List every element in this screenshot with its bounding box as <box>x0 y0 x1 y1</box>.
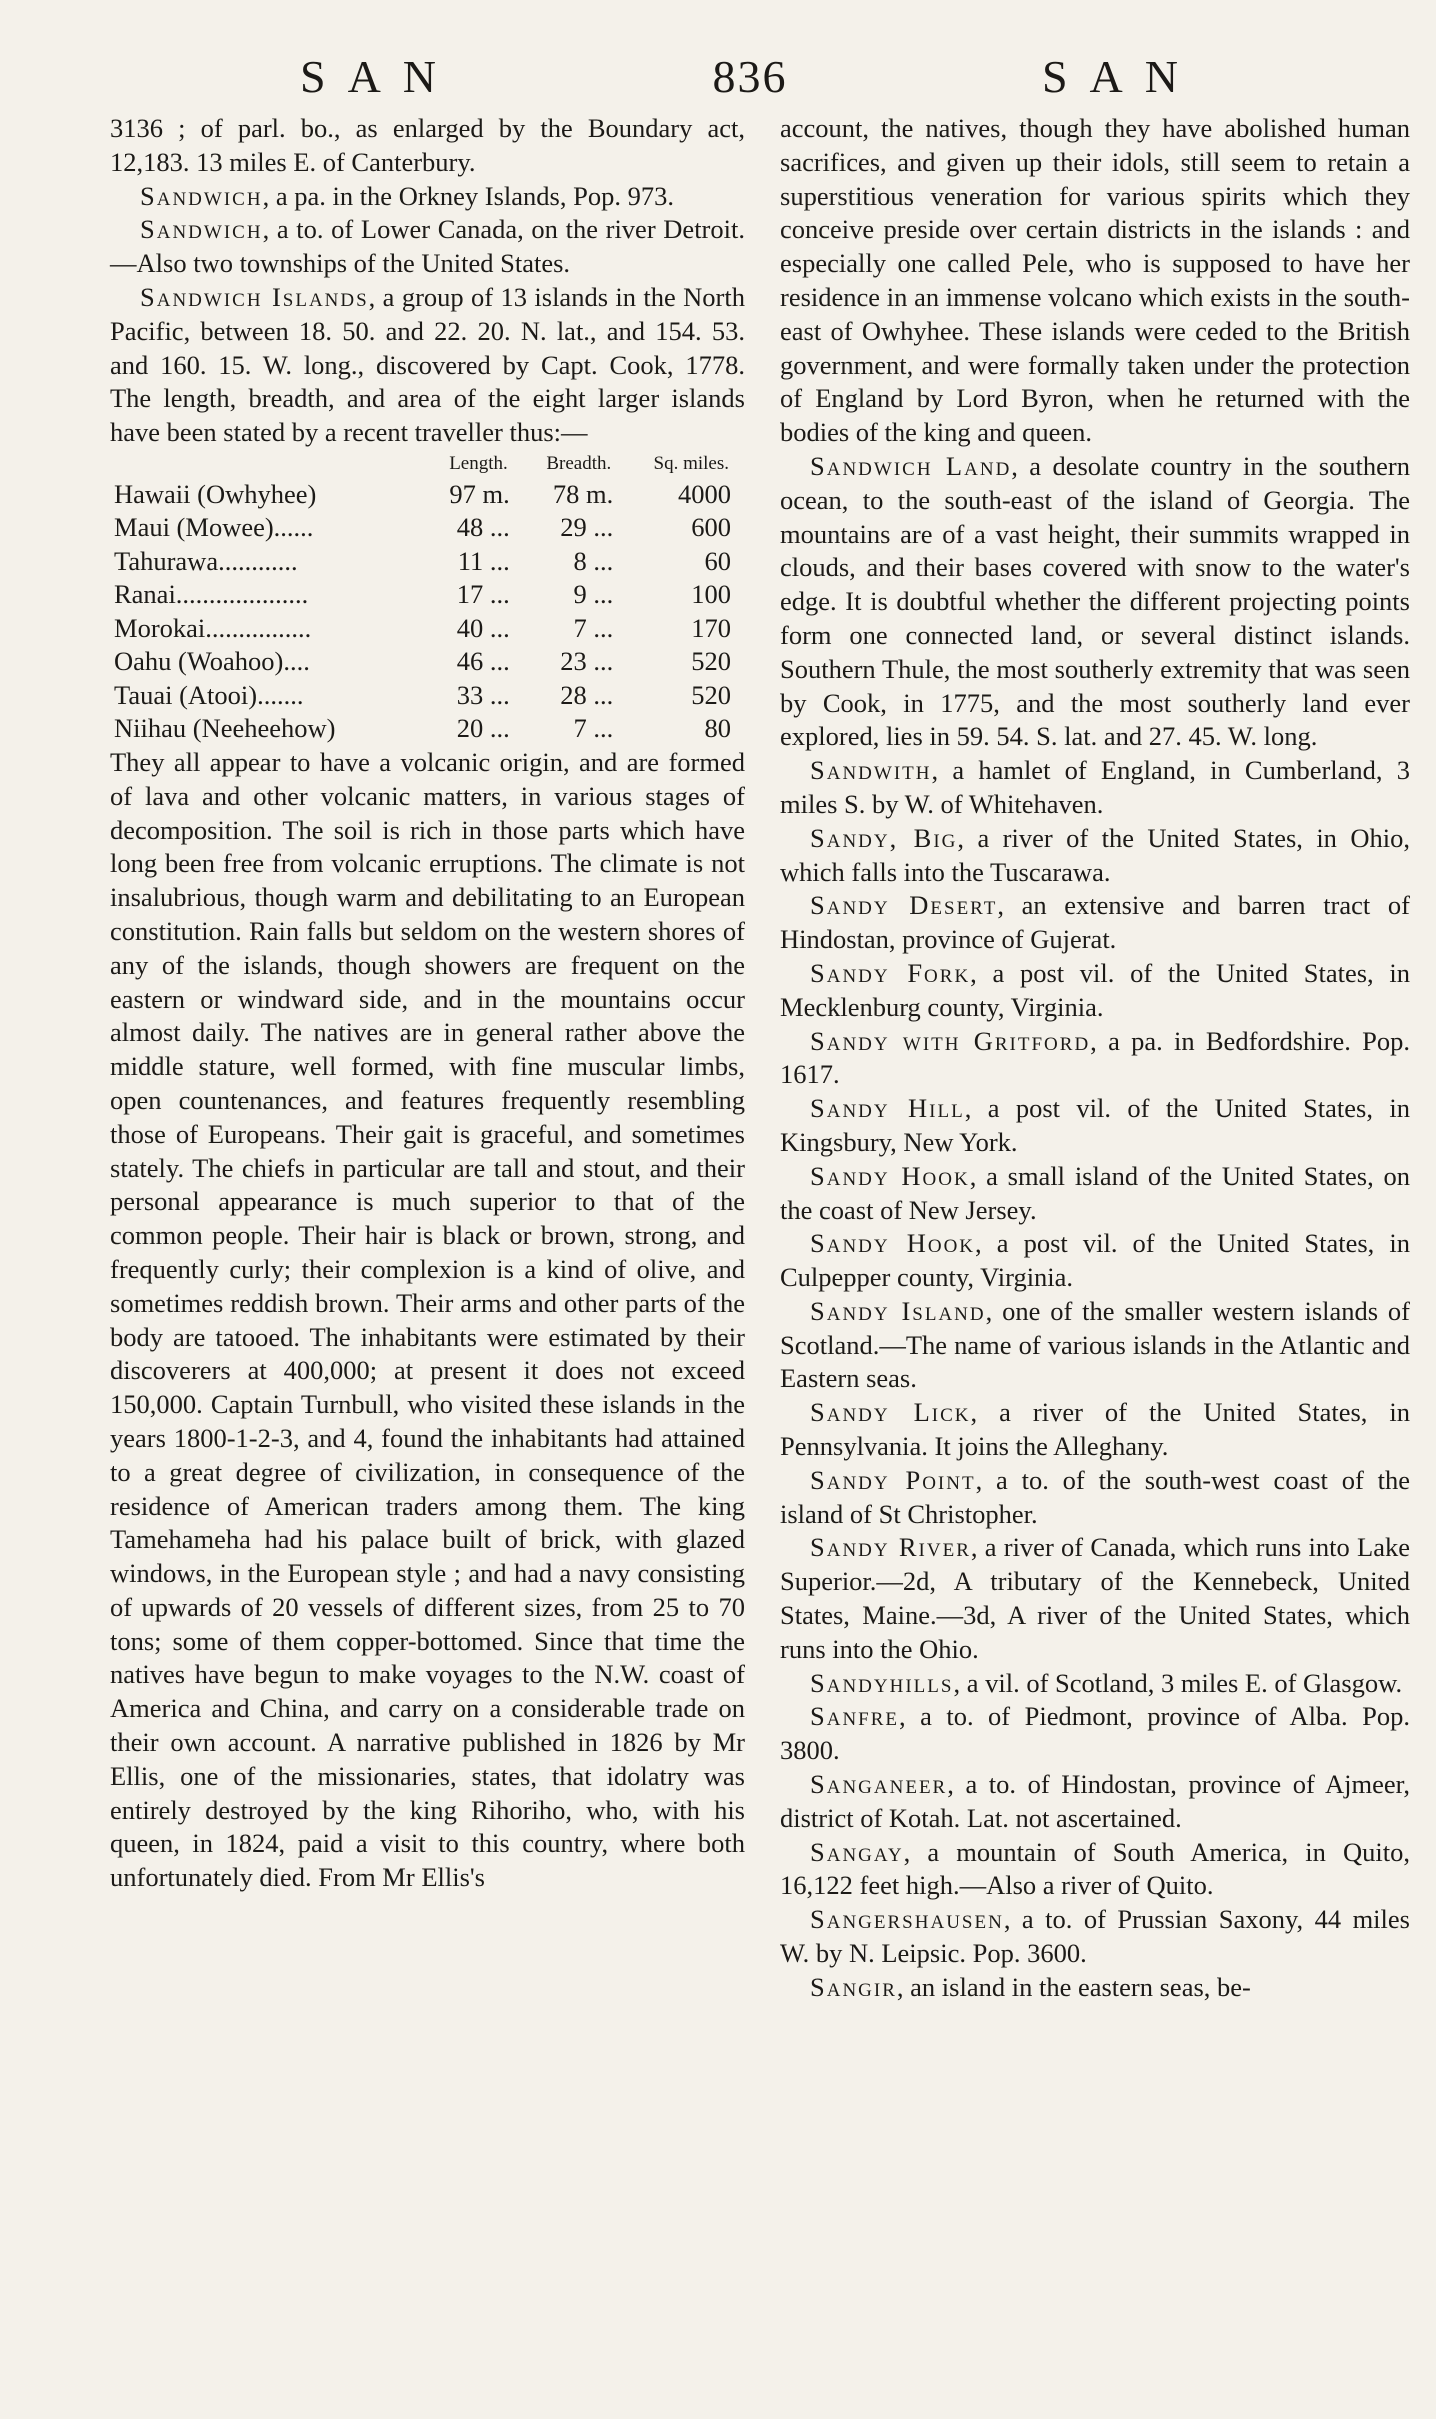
left-column <box>110 112 745 1895</box>
table-cell-length: 20 ... <box>456 713 510 744</box>
running-header <box>300 50 1200 103</box>
table-row <box>110 679 735 713</box>
table-cell-breadth: 23 ... <box>560 646 614 677</box>
entry-sandy-with-gritford <box>780 1025 1410 1093</box>
entry-sandy-point <box>780 1464 1410 1532</box>
entry-headword: Sandy Hook <box>810 1160 970 1191</box>
entry-text: , an extensive and barren tract of Hindostan, province of Gujerat. <box>780 890 1410 955</box>
entry-headword: Sandwich Land <box>810 450 1012 481</box>
entry-headword: Sandwich <box>140 214 263 245</box>
table-cell-breadth: 28 ... <box>560 679 614 710</box>
table-cell-area: 170 <box>691 612 731 643</box>
entry-sandy-lick <box>780 1396 1410 1464</box>
entry-headword: Sandy Fork <box>810 957 971 988</box>
table-cell-island: Hawaii (Owhyhee) <box>114 478 317 509</box>
entry-text: , a mountain of South America, in Quito, 16,122 feet high.—Also a river of Quito. <box>780 1836 1410 1901</box>
entry-headword: Sandwith <box>810 755 932 786</box>
entry-text: , a to. of Prussian Saxony, 44 miles W. by N. Leipsic. Pop. 3600. <box>780 1904 1410 1969</box>
table-row <box>110 645 735 679</box>
entry-text: , a vil. of Scotland, 3 miles E. of Glasgow. <box>953 1667 1403 1698</box>
entry-headword: Sandy Lick <box>810 1397 971 1428</box>
table-row <box>110 545 735 579</box>
table-cell-area: 4000 <box>678 478 731 509</box>
entry-text: , an island in the eastern seas, be- <box>896 1971 1251 2002</box>
entry-headword: Sanganeer <box>810 1769 948 1800</box>
entry-sandwich-islands-description: They all appear to have a volcanic origin, and are formed of lava and other volcanic matters, in various stages of decomposition. The soil is rich in those parts which have long been free from volcanic erruptions. The climate is not insalubrious, though warm and debilitating to an European constitution. Rain falls but seldom on the western shores of any of the islands, though showers are frequent on the eastern or windward side, and in the mountains occur almost daily. The natives are in general rather above the middle stature, well formed, with fine muscular limbs, open countenances, and features frequently resembling those of Europeans. Their gait is graceful, and sometimes stately. The chiefs in particular are tall and stout, and their personal appearance is much superior to that of the common people. Their hair is black or brown, strong, and frequently curly; their complexion is a kind of olive, and sometimes reddish brown. Their arms and other parts of the body are tatooed. The inhabitants were estimated by their discoverers at 400,000; at present it does not exceed 150,000. Captain Turnbull, who visited these islands in the years 1800-1-2-3, and 4, found the inhabitants had attained to a great degree of civilization, in consequence of the residence of American traders among them. The king Tamehameha had his palace built of brick, with glazed windows, in the European style ; and had a navy consisting of upwards of 20 vessels of different sizes, from 25 to 70 tons; some of them copper-bottomed. Since that time the natives have begun to make voyages to the N.W. coast of America and China, and carry on a considerable trade on their own account. A narrative published in 1826 by Mr Ellis, one of the missionaries, states, that idolatry was entirely destroyed by the king Rihoriho, who, with his queen, in 1824, paid a visit to this country, where both unfortunately died. From Mr Ellis's <box>110 746 745 1893</box>
table-cell-length: 17 ... <box>456 579 510 610</box>
entry-headword: Sandy Island <box>810 1295 986 1326</box>
table-row <box>110 478 735 512</box>
table-row <box>110 511 735 545</box>
entry-headword: Sanfre <box>810 1701 900 1732</box>
entry-headword: Sandy Hill <box>810 1093 965 1124</box>
table-cell-island: Morokai................ <box>114 612 312 643</box>
table-cell-breadth: 29 ... <box>560 512 614 543</box>
header-left-word: SAN <box>300 51 459 102</box>
table-cell-island: Oahu (Woahoo).... <box>114 646 310 677</box>
table-cell-length: 40 ... <box>456 612 510 643</box>
table-cell-length: 33 ... <box>456 679 510 710</box>
table-row <box>110 612 735 646</box>
table-cell-breadth: 78 m. <box>552 478 614 509</box>
entry-sangay <box>780 1836 1410 1904</box>
entry-sandwich-islands <box>110 281 745 450</box>
entry-sandy-hook-va <box>780 1227 1410 1295</box>
entry-headword: Sandy, Big <box>810 822 958 853</box>
table-cell-island: Niihau (Neeheehow) <box>114 713 336 744</box>
entry-sanganeer <box>780 1768 1410 1836</box>
entry-sandwith <box>780 754 1410 822</box>
entry-headword: Sangir <box>810 1971 897 2002</box>
entry-text: , a post vil. of the United States, in Culpepper county, Virginia. <box>780 1228 1410 1293</box>
header-right-word: SAN <box>1041 51 1200 102</box>
islands-table <box>110 450 735 746</box>
entry-text: , a desolate country in the southern ocean, to the south-east of the island of Georgia. The mountains are of a vast height, their summits wrapped in clouds, and their bases covered with snow to the water's edge. It is doubtful whether the different projecting points form one connected land, or several distinct islands. Southern Thule, the most southerly extremity that was seen by Cook, in 1775, and the most southerly land ever explored, lies in 59. 54. S. lat. and 27. 45. W. long. <box>780 450 1410 752</box>
table-header-breadth: Breadth. <box>546 452 612 474</box>
entry-sandy-desert <box>780 889 1410 957</box>
entry-continuation: 3136 ; of parl. bo., as enlarged by the Boundary act, 12,183. 13 miles E. of Canterbury. <box>110 113 745 177</box>
entry-headword: Sandy Hook <box>810 1228 976 1259</box>
entry-sandy-fork <box>780 957 1410 1025</box>
entry-text: , a to. of the south-west coast of the island of St Christopher. <box>780 1464 1410 1529</box>
islands-table-header <box>110 450 735 478</box>
table-cell-length: 11 ... <box>457 545 510 576</box>
entry-continuation: account, the natives, though they have abolished human sacrifices, and given up their idols, still seem to retain a superstitious veneration for various spirits which they conceive preside over certain districts in the islands : and especially one called Pele, who is supposed to have her residence in an immense volcano which exists in the south-east of Owhyhee. These islands were ceded to the British government, and were formally taken under the protection of England by Lord Byron, when he returned with the bodies of the king and queen. <box>780 113 1410 448</box>
table-cell-island: Tahurawa............ <box>114 545 298 576</box>
entry-sandy-hill <box>780 1092 1410 1160</box>
entry-headword: Sandy Desert <box>810 890 998 921</box>
table-cell-area: 80 <box>704 713 731 744</box>
entry-text: , a small island of the United States, on the coast of New Jersey. <box>780 1160 1410 1225</box>
entry-sangir <box>780 1971 1410 2005</box>
entry-text: , one of the smaller western islands of Scotland.—The name of various islands in the Atlantic and Eastern seas. <box>780 1295 1410 1394</box>
table-cell-breadth: 8 ... <box>573 545 614 576</box>
table-cell-breadth: 7 ... <box>573 713 614 744</box>
table-cell-length: 48 ... <box>456 512 510 543</box>
table-header-sq-miles: Sq. miles. <box>653 452 729 474</box>
entry-headword: Sandy with Gritford <box>810 1025 1091 1056</box>
entry-headword: Sangershausen <box>810 1904 1004 1935</box>
entry-sanfre <box>780 1700 1410 1768</box>
entry-sandyhills <box>780 1667 1410 1701</box>
entry-headword: Sandwich <box>140 180 263 211</box>
entry-headword: Sandwich Islands <box>140 281 369 312</box>
entry-sangershausen <box>780 1903 1410 1971</box>
entry-text: , a river of Canada, which runs into Lake Superior.—2d, A tributary of the Kennebeck, United States, Maine.—3d, A river of the United States, which runs into the Ohio. <box>780 1532 1410 1664</box>
table-header-length: Length. <box>449 452 508 474</box>
table-cell-island: Maui (Mowee)...... <box>114 512 314 543</box>
entry-text: , a to. of Lower Canada, on the river Detroit.—Also two townships of the United States. <box>110 214 745 279</box>
table-cell-area: 520 <box>691 679 731 710</box>
entry-text: , a river of the United States, in Ohio, which falls into the Tuscarawa. <box>780 822 1410 887</box>
table-cell-breadth: 7 ... <box>573 612 614 643</box>
entry-sandy-hook-nj <box>780 1160 1410 1228</box>
table-cell-island: Tauai (Atooi)....... <box>114 679 304 710</box>
table-cell-length: 46 ... <box>456 646 510 677</box>
table-cell-area: 600 <box>691 512 731 543</box>
entry-text: , a hamlet of England, in Cumberland, 3 miles S. by W. of Whitehaven. <box>780 755 1410 819</box>
entry-headword: Sandy Point <box>810 1464 976 1495</box>
entry-sandy-island <box>780 1295 1410 1396</box>
table-row <box>110 712 735 746</box>
table-cell-island: Ranai.................... <box>114 579 309 610</box>
entry-sandwich-orkney <box>110 180 745 214</box>
entry-text: , a to. of Hindostan, province of Ajmeer, district of Kotah. Lat. not ascertained. <box>780 1769 1410 1833</box>
entry-sandy-big <box>780 822 1410 890</box>
entry-text: , a post vil. of the United States, in Mecklenburg county, Virginia. <box>780 957 1410 1022</box>
table-cell-length: 97 m. <box>449 478 510 509</box>
entry-headword: Sandyhills <box>810 1667 954 1698</box>
table-header-blank <box>110 450 419 478</box>
right-column <box>780 112 1410 2005</box>
entry-text: , a river of the United States, in Pennsylvania. It joins the Alleghany. <box>780 1397 1410 1462</box>
entry-sandwich-canada <box>110 213 745 281</box>
table-cell-breadth: 9 ... <box>573 579 614 610</box>
table-row <box>110 578 735 612</box>
entry-sandy-river <box>780 1531 1410 1666</box>
entry-headword: Sandy River <box>810 1532 971 1563</box>
entry-text: , a pa. in the Orkney Islands, Pop. 973. <box>262 180 674 211</box>
entry-text: , a to. of Piedmont, province of Alba. Pop. 3800. <box>780 1701 1410 1766</box>
entry-sandwich-land <box>780 450 1410 754</box>
table-cell-area: 520 <box>691 646 731 677</box>
page-number: 836 <box>712 51 788 102</box>
entry-text: , a post vil. of the United States, in Kingsbury, New York. <box>780 1093 1410 1157</box>
entry-text: , a group of 13 islands in the North Pacific, between 18. 50. and 22. 20. N. lat., and 154. 53. and 160. 15. W. long., discovered by Capt. Cook, 1778. The length, breadth, and area of the eight larger islands have been stated by a recent traveller thus:— <box>110 281 745 448</box>
table-cell-area: 60 <box>704 545 731 576</box>
table-cell-area: 100 <box>691 579 731 610</box>
entry-text: , a pa. in Bedfordshire. Pop. 1617. <box>780 1025 1410 1090</box>
entry-headword: Sangay <box>810 1836 904 1867</box>
